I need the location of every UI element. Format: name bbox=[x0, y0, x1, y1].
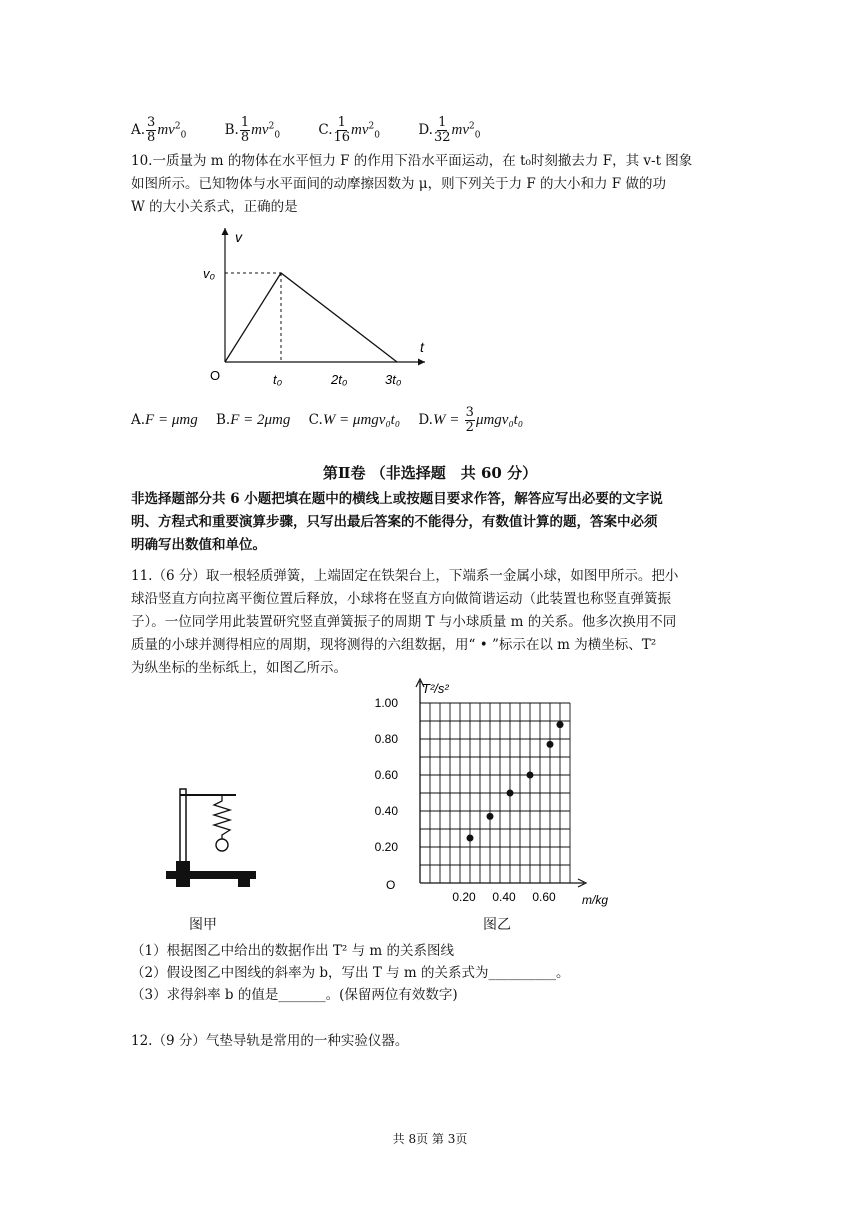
metal-ball bbox=[216, 839, 228, 851]
figure-a-apparatus bbox=[160, 785, 265, 890]
x-tick-label: 0.20 bbox=[452, 890, 476, 904]
y-tick-label: 1.00 bbox=[374, 696, 398, 710]
data-point bbox=[487, 813, 494, 820]
y-tick-label: 0.80 bbox=[374, 732, 398, 746]
q11-text-line3: 子）。一位同学用此装置研究竖直弹簧振子的周期 T 与小球质量 m 的关系。他多次换用不同 bbox=[131, 614, 677, 630]
q9-option-d[interactable]: D. $\frac{1}{32}$ $mv^2_0$ bbox=[418, 114, 481, 145]
q11-sub1: （1）根据图乙中给出的数据作出 T² 与 m 的关系图线 bbox=[131, 943, 454, 959]
vt-origin: O bbox=[210, 368, 221, 383]
q10-option-c[interactable]: C.W = μmgv₀t₀ bbox=[308, 412, 401, 428]
vt-t0-label: t₀ bbox=[273, 372, 283, 387]
q11-text-line1: 11.（6 分）取一根轻质弹簧，上端固定在铁架台上，下端系一金属小球，如图甲所示。把小 bbox=[131, 568, 679, 584]
data-point bbox=[527, 772, 534, 779]
q11-text-line5: 为纵坐标的坐标纸上，如图乙所示。 bbox=[131, 660, 347, 676]
q9-option-b[interactable]: B. $\frac{1}{8}$ $mv^2_0$ bbox=[224, 114, 281, 145]
q10-option-d[interactable]: D.W = $\frac{3}{2}$ μmgv₀t₀ bbox=[418, 405, 524, 435]
y-axis-label: T²/s² bbox=[422, 681, 449, 696]
data-point bbox=[547, 741, 554, 748]
section2-title: 第Ⅱ卷 （非选择题 共 60 分） bbox=[322, 464, 538, 482]
vt-2t0-label: 2t₀ bbox=[331, 372, 348, 387]
y-tick-label: 0.20 bbox=[374, 840, 398, 854]
y-tick-label: 0.40 bbox=[374, 804, 398, 818]
stand-foot-left bbox=[176, 879, 190, 887]
figure-a-caption: 图甲 bbox=[189, 917, 217, 933]
stand-foot-right bbox=[238, 879, 250, 887]
section2-instr-line1: 非选择题部分共 6 小题把填在题中的横线上或按题目要求作答，解答应写出必要的文字说 bbox=[131, 491, 663, 507]
q10-options bbox=[131, 406, 523, 435]
vt-graph bbox=[195, 222, 440, 392]
q9-options bbox=[131, 115, 514, 146]
vt-curve bbox=[225, 273, 397, 362]
vt-x-label: t bbox=[420, 339, 424, 355]
stand-clamp bbox=[176, 861, 190, 871]
data-point bbox=[467, 835, 474, 842]
x-axis-label: m/kg bbox=[582, 893, 609, 907]
q11-sub3: （3）求得斜率 b 的值是_______。(保留两位有效数字) bbox=[131, 987, 458, 1003]
x-tick-label: 0.60 bbox=[532, 890, 556, 904]
figure-b-scatter-chart bbox=[360, 668, 620, 913]
spring bbox=[214, 795, 230, 839]
q11-text-line2: 球沿竖直方向拉离平衡位置后释放，小球将在竖直方向做简谐运动（此装置也称竖直弹簧振 bbox=[131, 591, 671, 607]
x-tick-label: 0.40 bbox=[492, 890, 516, 904]
vt-v0-label: v₀ bbox=[203, 266, 215, 281]
page-footer: 共 8页 第 3页 bbox=[392, 1132, 468, 1146]
q9-option-c[interactable]: C. $\frac{1}{16}$ $mv^2_0$ bbox=[318, 114, 381, 145]
data-point bbox=[557, 721, 564, 728]
y-tick-label: 0.60 bbox=[374, 768, 398, 782]
vt-3t0-label: 3t₀ bbox=[385, 372, 402, 387]
stand-base bbox=[166, 871, 256, 879]
q12-text-line1: 12.（9 分）气垫导轨是常用的一种实验仪器。 bbox=[131, 1033, 409, 1049]
q10-option-b[interactable]: B.F = 2μmg bbox=[216, 412, 291, 428]
q10-text-line3: W 的大小关系式，正确的是 bbox=[131, 199, 298, 215]
section2-instr-line2: 明、方程式和重要演算步骤，只写出最后答案的不能得分，有数值计算的题，答案中必须 bbox=[131, 514, 658, 530]
vt-y-label: v bbox=[235, 229, 242, 245]
q10-text-line1: 10.一质量为 m 的物体在水平恒力 F 的作用下沿水平面运动，在 t₀时刻撤去力 F，其 v-t 图象 bbox=[131, 153, 693, 169]
figure-b-caption: 图乙 bbox=[483, 917, 511, 933]
q11-text-line4: 质量的小球并测得相应的周期，现将测得的六组数据，用“ • ”标示在以 m 为横坐标、T² bbox=[131, 637, 657, 653]
stand-rod bbox=[180, 789, 186, 867]
chart-origin-label: O bbox=[386, 878, 396, 892]
q10-text-line2: 如图所示。已知物体与水平面间的动摩擦因数为 μ，则下列关于力 F 的大小和力 F 做的功 bbox=[131, 176, 666, 192]
q10-option-a[interactable]: A.F = μmg bbox=[131, 412, 198, 428]
q11-sub2: （2）假设图乙中图线的斜率为 b，写出 T 与 m 的关系式为__________。 bbox=[131, 965, 570, 981]
q9-option-a[interactable]: A. $\frac{3}{8}$ $mv^2_0$ bbox=[131, 114, 187, 145]
section2-instr-line3: 明确写出数值和单位。 bbox=[131, 537, 266, 553]
data-point bbox=[507, 790, 514, 797]
